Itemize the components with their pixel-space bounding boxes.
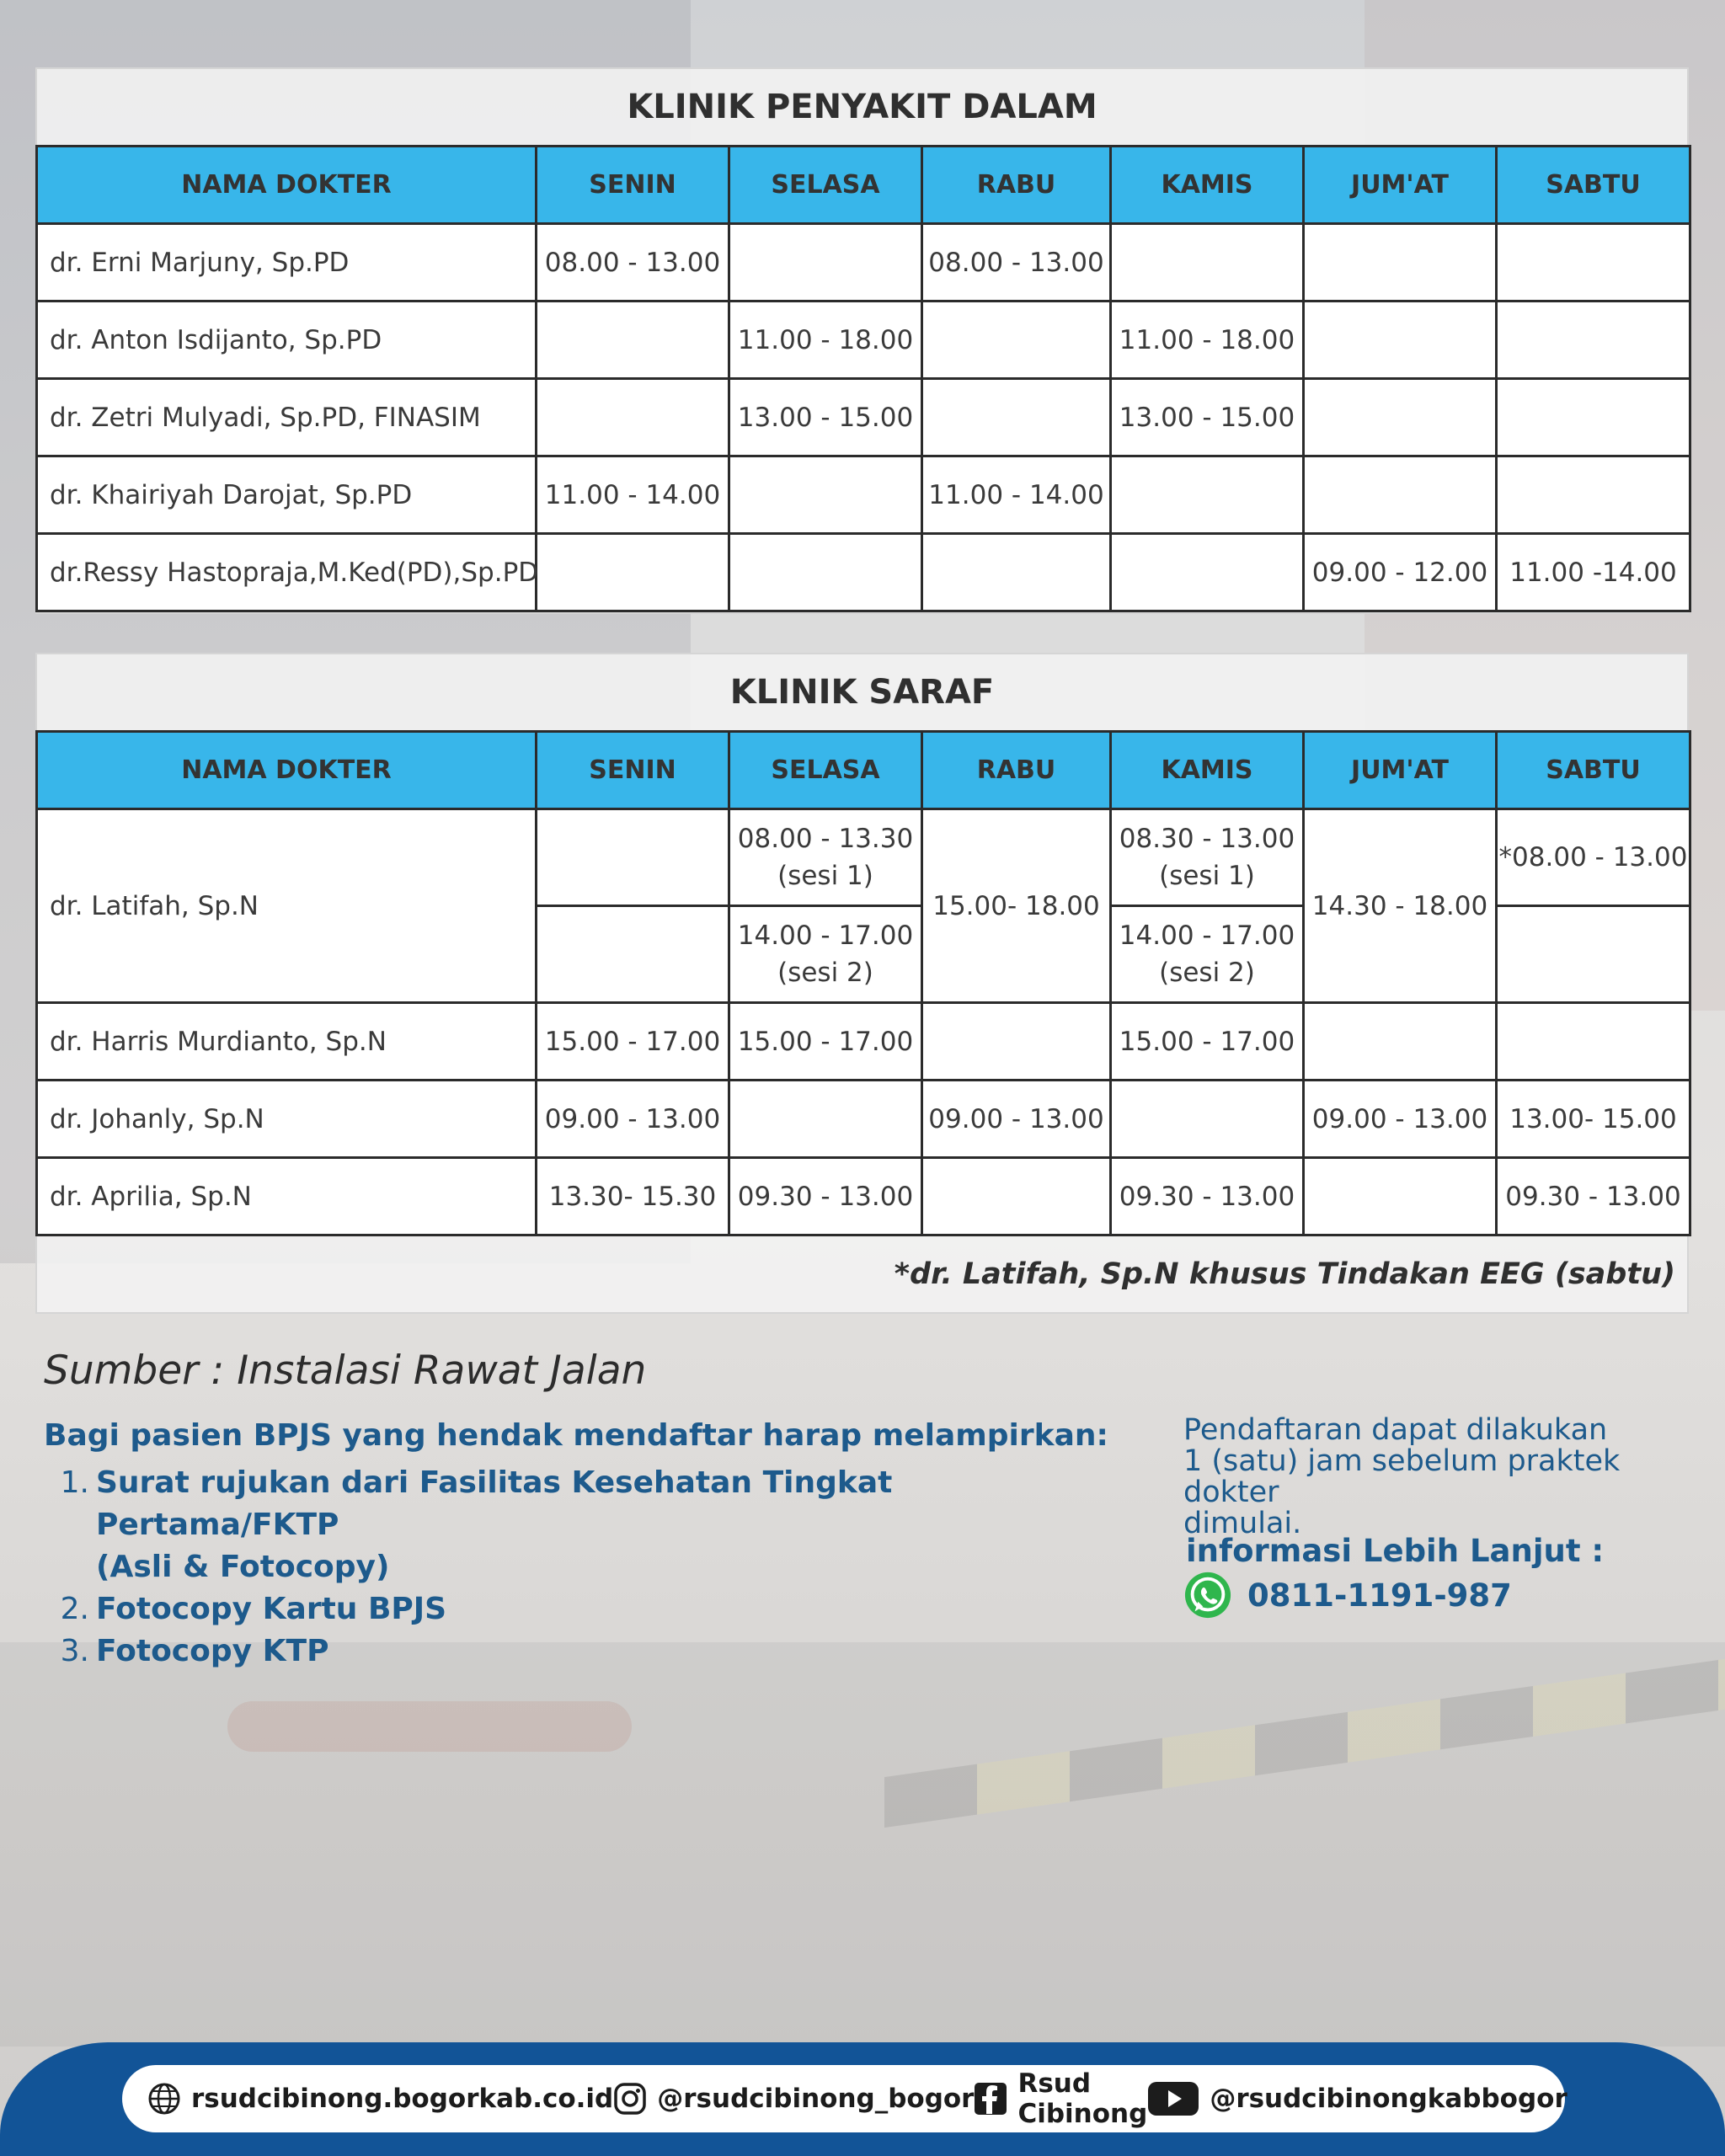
list-item <box>44 1630 1139 1673</box>
session-time: 14.00 - 17.00 <box>1119 921 1295 951</box>
registration-note <box>1183 1415 1722 1540</box>
list-number: 3. <box>60 1634 89 1668</box>
schedule-cell: 09.30 - 13.00 <box>1497 1158 1690 1235</box>
youtube-link[interactable] <box>1147 2081 1567 2116</box>
penyakit-dalam-title: KLINIK PENYAKIT DALAM <box>627 88 1097 126</box>
schedule-cell <box>1111 1081 1304 1158</box>
youtube-text: @rsudcibinongkabbogor <box>1210 2084 1567 2114</box>
social-bar <box>122 2065 1565 2132</box>
registration-line: dimulai. <box>1183 1507 1302 1540</box>
session-time: 08.00 - 13.30 <box>737 824 914 854</box>
column-header: RABU <box>922 732 1111 809</box>
doctor-name: dr.Ressy Hastopraja,M.Ked(PD),Sp.PD <box>37 534 537 611</box>
website-link[interactable] <box>147 2082 613 2116</box>
schedule-cell: 13.00 - 15.00 <box>1111 379 1304 456</box>
doctor-name: dr. Latifah, Sp.N <box>37 809 537 1003</box>
schedule-cell: 13.00 - 15.00 <box>729 379 922 456</box>
bpjs-heading: Bagi pasien BPJS yang hendak mendaftar harap melampirkan: <box>44 1418 1108 1453</box>
list-item <box>44 1588 1139 1630</box>
table-row <box>37 809 1690 906</box>
schedule-cell: 09.30 - 13.00 <box>1111 1158 1304 1235</box>
website-text: rsudcibinong.bogorkab.co.id <box>191 2084 614 2114</box>
whatsapp-icon <box>1183 1571 1232 1620</box>
list-item-line: Surat rujukan dari Fasilitas Kesehatan Tingkat Pertama/FKTP <box>96 1465 893 1542</box>
session-label: (sesi 1) <box>1159 861 1255 891</box>
column-header: JUM'AT <box>1304 732 1497 809</box>
table-row <box>37 1081 1690 1158</box>
schedule-cell: *08.00 - 13.00 <box>1497 809 1690 906</box>
schedule-cell <box>1497 1003 1690 1081</box>
schedule-cell: 09.30 - 13.00 <box>729 1158 922 1235</box>
column-header: SELASA <box>729 147 922 224</box>
doctor-name: dr. Johanly, Sp.N <box>37 1081 537 1158</box>
schedule-cell: 14.30 - 18.00 <box>1304 809 1497 1003</box>
saraf-panel <box>35 653 1689 1314</box>
schedule-cell: 11.00 - 14.00 <box>922 456 1111 534</box>
schedule-cell: 15.00- 18.00 <box>922 809 1111 1003</box>
schedule-cell: 15.00 - 17.00 <box>729 1003 922 1081</box>
schedule-cell: 13.30- 15.30 <box>537 1158 729 1235</box>
session-time: 08.30 - 13.00 <box>1119 824 1295 854</box>
schedule-cell-session <box>1111 906 1304 1003</box>
column-header: NAMA DOKTER <box>37 147 537 224</box>
facebook-text: Rsud Cibinong <box>1017 2068 1148 2129</box>
schedule-cell-session <box>729 906 922 1003</box>
schedule-cell <box>1497 302 1690 379</box>
schedule-cell <box>729 1081 922 1158</box>
table-row <box>37 534 1690 611</box>
schedule-cell <box>1497 906 1690 1003</box>
table-row <box>37 224 1690 302</box>
list-number: 1. <box>60 1465 89 1500</box>
youtube-icon <box>1147 2081 1199 2116</box>
phone-contact[interactable] <box>1183 1571 1512 1620</box>
session-label: (sesi 2) <box>777 958 873 988</box>
schedule-cell: 15.00 - 17.00 <box>537 1003 729 1081</box>
schedule-cell <box>729 224 922 302</box>
background-pipe <box>227 1701 632 1752</box>
column-header: JUM'AT <box>1304 147 1497 224</box>
list-item-text <box>96 1462 1139 1588</box>
saraf-title: KLINIK SARAF <box>729 673 995 712</box>
schedule-cell-session <box>729 809 922 906</box>
schedule-cell <box>922 534 1111 611</box>
schedule-cell <box>1304 1158 1497 1235</box>
schedule-cell <box>1111 534 1304 611</box>
penyakit-dalam-table <box>35 145 1691 612</box>
schedule-cell <box>1497 456 1690 534</box>
column-header: SENIN <box>537 147 729 224</box>
bpjs-list <box>44 1462 1139 1673</box>
schedule-cell: 11.00 -14.00 <box>1497 534 1690 611</box>
schedule-cell: 09.00 - 13.00 <box>1304 1081 1497 1158</box>
column-header: KAMIS <box>1111 732 1304 809</box>
schedule-cell: 09.00 - 13.00 <box>922 1081 1111 1158</box>
info-label: informasi Lebih Lanjut : <box>1186 1533 1605 1569</box>
schedule-cell <box>537 906 729 1003</box>
saraf-footnote: *dr. Latifah, Sp.N khusus Tindakan EEG (sabtu) <box>894 1257 1675 1291</box>
source-note: Sumber : Instalasi Rawat Jalan <box>44 1348 647 1394</box>
table-row <box>37 302 1690 379</box>
list-item-line: (Asli & Fotocopy) <box>96 1550 390 1584</box>
table-header-row <box>37 147 1690 224</box>
facebook-icon <box>974 2082 1007 2116</box>
schedule-cell: 13.00- 15.00 <box>1497 1081 1690 1158</box>
table-row <box>37 1003 1690 1081</box>
registration-line: Pendaftaran dapat dilakukan <box>1183 1413 1608 1447</box>
schedule-cell <box>1304 379 1497 456</box>
penyakit-dalam-panel <box>35 67 1689 614</box>
column-header: SELASA <box>729 732 922 809</box>
background-curb <box>884 1659 1725 1828</box>
session-label: (sesi 1) <box>777 861 873 891</box>
table-row <box>37 379 1690 456</box>
phone-number: 0811-1191-987 <box>1247 1577 1512 1614</box>
background-road <box>0 1642 1725 2047</box>
instagram-icon <box>613 2082 647 2116</box>
column-header: NAMA DOKTER <box>37 732 537 809</box>
schedule-cell <box>1497 224 1690 302</box>
schedule-cell: 08.00 - 13.00 <box>537 224 729 302</box>
schedule-cell: 11.00 - 18.00 <box>1111 302 1304 379</box>
list-number: 2. <box>60 1592 89 1626</box>
schedule-cell: 09.00 - 12.00 <box>1304 534 1497 611</box>
doctor-name: dr. Erni Marjuny, Sp.PD <box>37 224 537 302</box>
schedule-cell: 08.00 - 13.00 <box>922 224 1111 302</box>
schedule-cell <box>1111 456 1304 534</box>
list-item-line: Fotocopy Kartu BPJS <box>96 1592 447 1626</box>
doctor-name: dr. Khairiyah Darojat, Sp.PD <box>37 456 537 534</box>
bpjs-requirements <box>44 1415 1139 1673</box>
list-item-line: Fotocopy KTP <box>96 1634 329 1668</box>
table-row <box>37 1158 1690 1235</box>
schedule-cell <box>1304 302 1497 379</box>
schedule-cell <box>729 456 922 534</box>
list-item <box>44 1462 1139 1588</box>
session-label: (sesi 2) <box>1159 958 1255 988</box>
schedule-cell <box>537 379 729 456</box>
schedule-cell <box>1304 456 1497 534</box>
schedule-cell-session <box>1111 809 1304 906</box>
column-header: SABTU <box>1497 147 1690 224</box>
doctor-name: dr. Aprilia, Sp.N <box>37 1158 537 1235</box>
schedule-cell: 15.00 - 17.00 <box>1111 1003 1304 1081</box>
schedule-cell <box>922 379 1111 456</box>
schedule-cell <box>922 1158 1111 1235</box>
doctor-name: dr. Harris Murdianto, Sp.N <box>37 1003 537 1081</box>
schedule-cell <box>537 302 729 379</box>
column-header: KAMIS <box>1111 147 1304 224</box>
schedule-cell <box>1497 379 1690 456</box>
schedule-cell <box>537 534 729 611</box>
table-row <box>37 456 1690 534</box>
column-header: RABU <box>922 147 1111 224</box>
schedule-cell <box>922 1003 1111 1081</box>
schedule-cell <box>729 534 922 611</box>
facebook-link[interactable] <box>974 2068 1147 2129</box>
saraf-table <box>35 730 1691 1236</box>
globe-icon <box>147 2082 181 2116</box>
schedule-cell: 11.00 - 14.00 <box>537 456 729 534</box>
schedule-cell: 09.00 - 13.00 <box>537 1081 729 1158</box>
schedule-cell <box>1111 224 1304 302</box>
schedule-cell <box>537 809 729 906</box>
schedule-cell: 11.00 - 18.00 <box>729 302 922 379</box>
column-header: SABTU <box>1497 732 1690 809</box>
schedule-cell <box>1304 224 1497 302</box>
doctor-name: dr. Zetri Mulyadi, Sp.PD, FINASIM <box>37 379 537 456</box>
instagram-link[interactable] <box>613 2082 974 2116</box>
doctor-name: dr. Anton Isdijanto, Sp.PD <box>37 302 537 379</box>
instagram-text: @rsudcibinong_bogor <box>657 2084 975 2114</box>
column-header: SENIN <box>537 732 729 809</box>
session-time: 14.00 - 17.00 <box>737 921 914 951</box>
registration-line: 1 (satu) jam sebelum praktek dokter <box>1183 1444 1621 1509</box>
schedule-cell <box>922 302 1111 379</box>
table-header-row <box>37 732 1690 809</box>
schedule-cell <box>1304 1003 1497 1081</box>
